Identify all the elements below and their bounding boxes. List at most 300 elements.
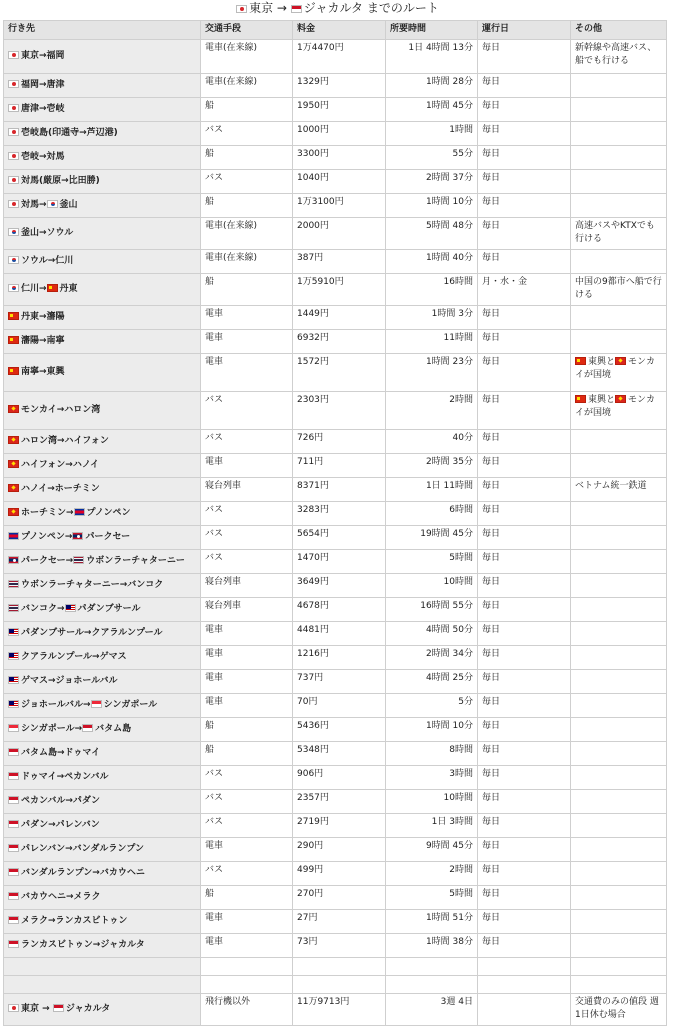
duration: 2時間 35分	[386, 454, 478, 478]
empty-cell	[4, 976, 201, 994]
transport-mode: バス	[201, 814, 293, 838]
table-row	[4, 766, 667, 790]
route-text: 対馬(厳原→比田勝)	[21, 176, 100, 186]
note	[571, 670, 667, 694]
transport-mode: 電車	[201, 622, 293, 646]
note	[571, 122, 667, 146]
route-text: 福岡→唐津	[21, 80, 65, 90]
route-text: プノンペン→	[21, 532, 73, 542]
indonesia-flag-icon	[8, 868, 19, 876]
route-text: ウボンラーチャターニー→バンコク	[21, 580, 164, 590]
duration: 5時間	[386, 550, 478, 574]
transport-mode: バス	[201, 392, 293, 430]
route-destination	[4, 250, 201, 274]
duration: 55分	[386, 146, 478, 170]
fare: 1449円	[293, 306, 386, 330]
fare: 387円	[293, 250, 386, 274]
service-days: 毎日	[478, 478, 571, 502]
china-flag-icon	[47, 284, 58, 292]
vietnam-flag-icon	[615, 357, 626, 365]
note	[571, 862, 667, 886]
table-row	[4, 170, 667, 194]
service-days: 毎日	[478, 766, 571, 790]
china-flag-icon	[8, 312, 19, 320]
route-destination	[4, 718, 201, 742]
route-rows	[4, 40, 667, 1026]
indonesia-flag-icon	[8, 844, 19, 852]
duration: 1時間 23分	[386, 354, 478, 392]
note	[571, 330, 667, 354]
fare: 499円	[293, 862, 386, 886]
route-text: モンカイ→ハロン湾	[21, 405, 101, 415]
service-days: 毎日	[478, 670, 571, 694]
table-row	[4, 694, 667, 718]
fare: 2357円	[293, 790, 386, 814]
vietnam-flag-icon	[8, 508, 19, 516]
transport-mode: 寝台列車	[201, 478, 293, 502]
fare: 1470円	[293, 550, 386, 574]
japan-flag-icon	[8, 51, 19, 59]
singapore-flag-icon	[8, 724, 19, 732]
fare: 1000円	[293, 122, 386, 146]
table-row	[4, 790, 667, 814]
fare: 5654円	[293, 526, 386, 550]
note-text: モンカイが国境	[575, 357, 656, 380]
transport-mode: 電車	[201, 646, 293, 670]
route-destination	[4, 694, 201, 718]
route-destination	[4, 526, 201, 550]
fare: 3283円	[293, 502, 386, 526]
route-destination	[4, 646, 201, 670]
malaysia-flag-icon	[65, 604, 76, 612]
transport-mode: 電車	[201, 694, 293, 718]
fare: 1万3100円	[293, 194, 386, 218]
japan-flag-icon	[8, 152, 19, 160]
transport-mode: 船	[201, 274, 293, 306]
route-destination	[4, 122, 201, 146]
route-destination	[4, 742, 201, 766]
vietnam-flag-icon	[615, 395, 626, 403]
route-destination	[4, 392, 201, 430]
route-table	[3, 20, 667, 1026]
table-row	[4, 574, 667, 598]
transport-mode: 寝台列車	[201, 574, 293, 598]
service-days: 毎日	[478, 694, 571, 718]
route-destination	[4, 994, 201, 1026]
table-row	[4, 598, 667, 622]
fare: 2303円	[293, 392, 386, 430]
note	[571, 98, 667, 122]
service-days	[478, 994, 571, 1026]
route-text: 南寧→東興	[21, 367, 65, 377]
fare: 11万9713円	[293, 994, 386, 1026]
fare: 1572円	[293, 354, 386, 392]
route-destination	[4, 886, 201, 910]
route-destination	[4, 218, 201, 250]
table-row	[4, 392, 667, 430]
service-days: 毎日	[478, 622, 571, 646]
note	[571, 742, 667, 766]
transport-mode: 船	[201, 886, 293, 910]
indonesia-flag-icon	[8, 772, 19, 780]
note	[571, 790, 667, 814]
duration: 2時間	[386, 862, 478, 886]
route-text: プノンペン	[86, 508, 131, 518]
route-destination	[4, 478, 201, 502]
transport-mode: 電車(在来線)	[201, 250, 293, 274]
table-row	[4, 250, 667, 274]
note	[571, 306, 667, 330]
cambodia-flag-icon	[8, 532, 19, 540]
china-flag-icon	[575, 357, 586, 365]
service-days: 毎日	[478, 886, 571, 910]
table-row	[4, 146, 667, 170]
fare: 2000円	[293, 218, 386, 250]
fare: 290円	[293, 838, 386, 862]
indonesia-flag-icon	[8, 796, 19, 804]
duration: 1時間	[386, 122, 478, 146]
japan-flag-icon	[8, 200, 19, 208]
service-days: 毎日	[478, 718, 571, 742]
fare: 1万4470円	[293, 40, 386, 74]
table-row	[4, 646, 667, 670]
empty-cell	[293, 976, 386, 994]
vietnam-flag-icon	[8, 484, 19, 492]
empty-cell	[201, 958, 293, 976]
header-destination: 行き先	[4, 21, 201, 40]
duration: 5時間	[386, 886, 478, 910]
route-text: パークセー→	[21, 556, 74, 566]
duration: 4時間 50分	[386, 622, 478, 646]
header-other: その他	[571, 21, 667, 40]
thailand-flag-icon	[8, 580, 19, 588]
service-days: 毎日	[478, 574, 571, 598]
header-days: 運行日	[478, 21, 571, 40]
route-text: 丹東→瀋陽	[21, 312, 65, 322]
transport-mode: 船	[201, 742, 293, 766]
service-days: 毎日	[478, 250, 571, 274]
table-row	[4, 218, 667, 250]
duration: 9時間 45分	[386, 838, 478, 862]
thailand-flag-icon	[8, 604, 19, 612]
route-text: バタム島→ドゥマイ	[21, 748, 101, 758]
duration: 1時間 10分	[386, 194, 478, 218]
vietnam-flag-icon	[8, 405, 19, 413]
note	[571, 694, 667, 718]
service-days: 毎日	[478, 40, 571, 74]
japan-flag-icon	[236, 5, 247, 13]
route-text: シンガポール	[103, 700, 158, 710]
table-row	[4, 478, 667, 502]
service-days: 毎日	[478, 392, 571, 430]
transport-mode: バス	[201, 170, 293, 194]
note	[571, 550, 667, 574]
header-transport: 交通手段	[201, 21, 293, 40]
empty-cell	[478, 958, 571, 976]
transport-mode: 電車(在来線)	[201, 40, 293, 74]
service-days: 毎日	[478, 74, 571, 98]
service-days: 毎日	[478, 98, 571, 122]
transport-mode: 寝台列車	[201, 598, 293, 622]
route-text: ランカスビトゥン→ジャカルタ	[21, 940, 145, 950]
service-days: 毎日	[478, 526, 571, 550]
service-days: 月・水・金	[478, 274, 571, 306]
route-text: シンガポール→	[21, 724, 83, 734]
japan-flag-icon	[8, 80, 19, 88]
note	[571, 934, 667, 958]
route-text: 釜山→ソウル	[21, 228, 74, 238]
transport-mode: 電車(在来線)	[201, 218, 293, 250]
vietnam-flag-icon	[8, 460, 19, 468]
transport-mode: 船	[201, 146, 293, 170]
service-days: 毎日	[478, 790, 571, 814]
route-destination	[4, 330, 201, 354]
duration: 1時間 28分	[386, 74, 478, 98]
fare: 6932円	[293, 330, 386, 354]
vietnam-flag-icon	[8, 436, 19, 444]
route-text: メラク→ランカスビトゥン	[21, 916, 128, 926]
indonesia-flag-icon	[82, 724, 93, 732]
note: 中国の9都市へ船で行ける	[571, 274, 667, 306]
table-row	[4, 74, 667, 98]
empty-cell	[386, 976, 478, 994]
service-days: 毎日	[478, 742, 571, 766]
table-row	[4, 910, 667, 934]
service-days: 毎日	[478, 550, 571, 574]
duration: 1日 11時間	[386, 478, 478, 502]
service-days: 毎日	[478, 146, 571, 170]
note	[571, 454, 667, 478]
route-text: 東京 →	[21, 1004, 53, 1014]
table-row	[4, 934, 667, 958]
service-days: 毎日	[478, 454, 571, 478]
route-destination	[4, 274, 201, 306]
empty-cell	[201, 976, 293, 994]
route-text: ドゥマイ→ペカンバル	[21, 772, 109, 782]
transport-mode: 電車(在来線)	[201, 74, 293, 98]
route-destination	[4, 622, 201, 646]
empty-row	[4, 976, 667, 994]
route-text: 東京→福岡	[21, 51, 65, 61]
note: 高速バスやKTXでも行ける	[571, 218, 667, 250]
service-days: 毎日	[478, 598, 571, 622]
route-destination	[4, 430, 201, 454]
table-row	[4, 194, 667, 218]
service-days: 毎日	[478, 646, 571, 670]
fare: 27円	[293, 910, 386, 934]
malaysia-flag-icon	[8, 700, 19, 708]
note	[571, 194, 667, 218]
fare: 1万5910円	[293, 274, 386, 306]
route-destination	[4, 454, 201, 478]
duration: 2時間 37分	[386, 170, 478, 194]
fare: 73円	[293, 934, 386, 958]
duration: 16時間 55分	[386, 598, 478, 622]
transport-mode: バス	[201, 430, 293, 454]
title-origin: 東京 →	[249, 1, 291, 15]
note	[571, 574, 667, 598]
fare: 4481円	[293, 622, 386, 646]
duration: 5分	[386, 694, 478, 718]
route-destination	[4, 194, 201, 218]
empty-cell	[571, 976, 667, 994]
korea-flag-icon	[8, 228, 19, 236]
route-destination	[4, 598, 201, 622]
china-flag-icon	[8, 367, 19, 375]
note	[571, 622, 667, 646]
table-row	[4, 98, 667, 122]
duration: 1日 4時間 13分	[386, 40, 478, 74]
empty-cell	[386, 958, 478, 976]
route-text: バカウヘニ→メラク	[21, 892, 101, 902]
empty-cell	[4, 958, 201, 976]
indonesia-flag-icon	[8, 940, 19, 948]
note	[571, 502, 667, 526]
malaysia-flag-icon	[8, 628, 19, 636]
route-text: ジャカルタ	[65, 1004, 111, 1014]
note	[571, 814, 667, 838]
note	[571, 430, 667, 454]
fare: 711円	[293, 454, 386, 478]
route-text: 対馬→	[21, 200, 47, 210]
service-days: 毎日	[478, 122, 571, 146]
duration: 2時間	[386, 392, 478, 430]
note	[571, 598, 667, 622]
route-text: 釜山	[59, 200, 78, 210]
empty-cell	[478, 976, 571, 994]
transport-mode: 船	[201, 98, 293, 122]
transport-mode: 船	[201, 194, 293, 218]
duration: 1時間 10分	[386, 718, 478, 742]
route-text: ゲマス→ジョホールバル	[21, 676, 118, 686]
route-destination	[4, 550, 201, 574]
table-row	[4, 886, 667, 910]
table-row	[4, 306, 667, 330]
indonesia-flag-icon	[291, 5, 302, 13]
note-text: モンカイが国境	[575, 395, 656, 418]
route-text: パダン→パレンバン	[21, 820, 100, 830]
duration: 11時間	[386, 330, 478, 354]
note	[571, 170, 667, 194]
fare: 2719円	[293, 814, 386, 838]
route-text: バンコク→	[21, 604, 65, 614]
fare: 70円	[293, 694, 386, 718]
route-destination	[4, 170, 201, 194]
note	[571, 392, 667, 430]
duration: 8時間	[386, 742, 478, 766]
note	[571, 250, 667, 274]
route-text: クアラルンプール→ゲマス	[21, 652, 127, 662]
route-destination	[4, 98, 201, 122]
route-destination	[4, 910, 201, 934]
service-days: 毎日	[478, 430, 571, 454]
korea-flag-icon	[8, 284, 19, 292]
duration: 1時間 51分	[386, 910, 478, 934]
note	[571, 910, 667, 934]
route-destination	[4, 574, 201, 598]
table-row	[4, 40, 667, 74]
duration: 19時間 45分	[386, 526, 478, 550]
duration: 3時間	[386, 766, 478, 790]
service-days: 毎日	[478, 934, 571, 958]
malaysia-flag-icon	[8, 676, 19, 684]
route-destination	[4, 502, 201, 526]
note: ベトナム統一鉄道	[571, 478, 667, 502]
route-destination	[4, 354, 201, 392]
fare: 1950円	[293, 98, 386, 122]
table-row	[4, 502, 667, 526]
duration: 4時間 25分	[386, 670, 478, 694]
transport-mode: 電車	[201, 670, 293, 694]
route-destination	[4, 670, 201, 694]
route-text: ハロン湾→ハイフォン	[21, 436, 109, 446]
note	[571, 146, 667, 170]
route-text: 仁川→	[21, 284, 47, 294]
route-destination	[4, 862, 201, 886]
fare: 5348円	[293, 742, 386, 766]
indonesia-flag-icon	[8, 748, 19, 756]
duration: 1時間 45分	[386, 98, 478, 122]
cambodia-flag-icon	[74, 508, 85, 516]
table-row	[4, 862, 667, 886]
route-destination	[4, 934, 201, 958]
transport-mode: バス	[201, 766, 293, 790]
note: 新幹線や高速バス、船でも行ける	[571, 40, 667, 74]
table-row	[4, 742, 667, 766]
transport-mode: バス	[201, 526, 293, 550]
note	[571, 354, 667, 392]
japan-flag-icon	[8, 128, 19, 136]
table-row	[4, 670, 667, 694]
service-days: 毎日	[478, 910, 571, 934]
service-days: 毎日	[478, 354, 571, 392]
service-days: 毎日	[478, 306, 571, 330]
laos-flag-icon	[72, 532, 83, 540]
duration: 40分	[386, 430, 478, 454]
empty-cell	[571, 958, 667, 976]
transport-mode: バス	[201, 550, 293, 574]
korea-flag-icon	[8, 256, 19, 264]
route-destination	[4, 838, 201, 862]
empty-cell	[293, 958, 386, 976]
duration: 2時間 34分	[386, 646, 478, 670]
route-destination	[4, 146, 201, 170]
route-text: バタム島	[95, 724, 132, 734]
fare: 1329円	[293, 74, 386, 98]
route-destination	[4, 790, 201, 814]
page-title	[0, 0, 675, 18]
transport-mode: 電車	[201, 910, 293, 934]
note	[571, 74, 667, 98]
indonesia-flag-icon	[8, 916, 19, 924]
route-destination	[4, 74, 201, 98]
china-flag-icon	[575, 395, 586, 403]
transport-mode: 電車	[201, 934, 293, 958]
note	[571, 838, 667, 862]
service-days: 毎日	[478, 218, 571, 250]
duration: 6時間	[386, 502, 478, 526]
route-text: 壱岐島(印通寺→芦辺港)	[21, 128, 118, 138]
japan-flag-icon	[8, 104, 19, 112]
route-text: パレンバン→バンダルランプン	[21, 844, 144, 854]
table-row	[4, 122, 667, 146]
service-days: 毎日	[478, 814, 571, 838]
duration: 10時間	[386, 790, 478, 814]
service-days: 毎日	[478, 194, 571, 218]
service-days: 毎日	[478, 502, 571, 526]
fare: 3300円	[293, 146, 386, 170]
thailand-flag-icon	[73, 556, 84, 564]
